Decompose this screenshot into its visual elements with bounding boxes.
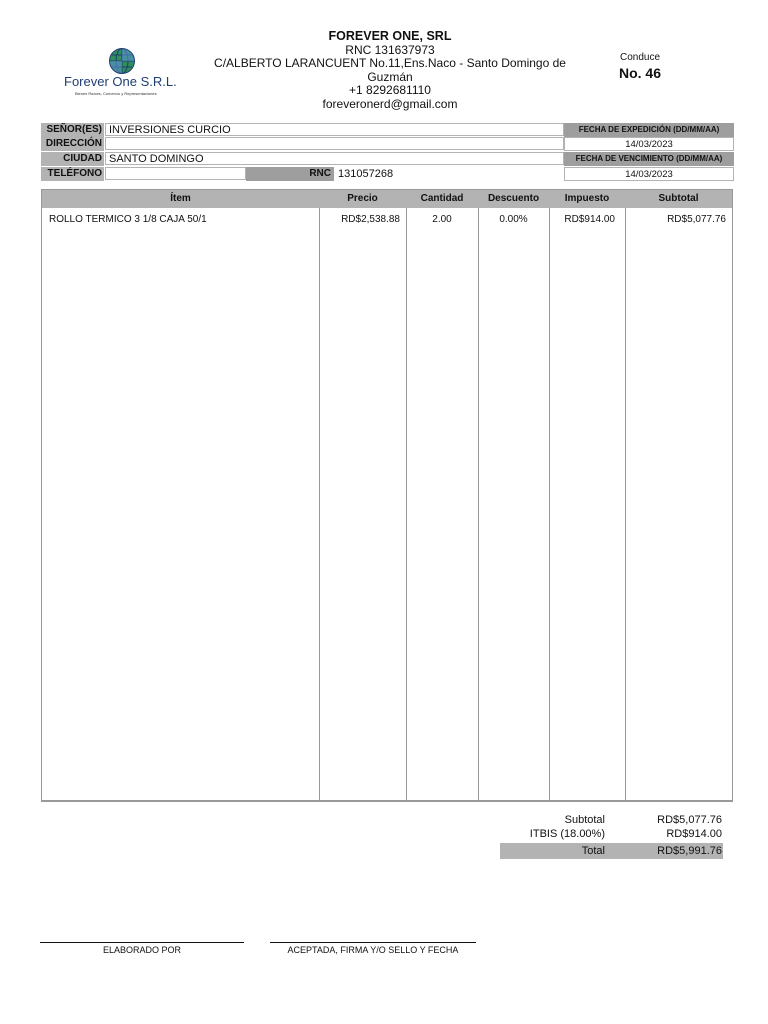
total-label: Total [581,845,605,857]
subtotal-row [500,813,723,827]
signature-line [270,942,476,943]
client-address-value [105,137,564,150]
items-table-header [42,190,732,208]
client-city-value: SANTO DOMINGO [105,152,564,165]
company-rnc: RNC 131637973 [345,42,435,57]
total-row [500,843,723,859]
header-subtotal: Subtotal [658,193,699,204]
items-table [41,189,733,802]
row-price: RD$2,538.88 [341,214,400,225]
tax-value: RD$914.00 [666,828,722,840]
row-item: ROLLO TERMICO 3 1/8 CAJA 50/1 [49,214,207,225]
row-tax: RD$914.00 [564,214,615,225]
client-city-label: CIUDAD [41,152,104,166]
totals-block [500,813,723,859]
client-phone-label: TELÉFONO [41,167,104,181]
signature-line [40,942,244,943]
tax-row [500,827,723,841]
accepted-label: ACEPTADA, FIRMA Y/O SELLO Y FECHA [287,945,459,955]
header-tax: Impuesto [564,193,610,204]
client-info-block [41,123,734,182]
due-date-value: 14/03/2023 [564,167,734,181]
column-divider [478,208,479,801]
column-divider [549,208,550,801]
subtotal-label: Subtotal [564,814,605,826]
company-name: FOREVER ONE, SRL [328,29,452,43]
prepared-by-label: ELABORADO POR [102,945,182,955]
tax-label: ITBIS (18.00%) [529,828,605,840]
client-rnc-label: RNC [246,167,334,181]
company-phone: +1 8292681110 [349,83,431,97]
client-address-row [41,137,734,151]
globe-icon [108,47,136,75]
document-number-block [600,52,680,81]
due-date-label: FECHA DE VENCIMIENTO (DD/MM/AA) [564,152,734,166]
header-quantity: Cantidad [420,193,464,204]
subtotal-value: RD$5,077.76 [657,814,722,826]
client-address-label: DIRECCIÓN [41,137,104,151]
column-divider [319,208,320,801]
accepted-signature [270,942,476,955]
column-divider [625,208,626,801]
company-email: foreveronerd@gmail.com [322,96,458,111]
prepared-by-signature [40,942,244,955]
client-name-label: SEÑOR(ES) [41,123,104,137]
client-phone-value [105,167,246,180]
company-logo [60,44,190,104]
client-rnc-value: 131057268 [338,168,394,180]
logo-tagline: Bienes Raíces, Comercio y Representaciones [75,91,157,96]
column-divider [406,208,407,801]
logo-name: Forever One S.R.L. [64,74,177,89]
document-type-label: Conduce [619,52,661,63]
document-number: No. 46 [618,65,661,81]
issue-date-value: 14/03/2023 [564,137,734,151]
table-bottom-rule [41,800,733,802]
header-discount: Descuento [487,193,540,204]
issue-date-label: FECHA DE EXPEDICIÓN (DD/MM/AA) [564,123,734,137]
total-value: RD$5,991.76 [657,845,722,857]
header-item: Ítem [170,193,191,204]
row-quantity: 2.00 [432,214,452,225]
client-name-row [41,123,734,137]
company-info [210,30,570,111]
row-discount: 0.00% [499,214,528,225]
company-address: C/ALBERTO LARANCUENT No.11,Ens.Naco - Santo Domingo de Guzmán [214,56,566,84]
client-name-value: INVERSIONES CURCIO [105,123,564,136]
client-city-row [41,152,734,166]
header-price: Precio [347,193,378,204]
row-subtotal: RD$5,077.76 [667,214,726,225]
